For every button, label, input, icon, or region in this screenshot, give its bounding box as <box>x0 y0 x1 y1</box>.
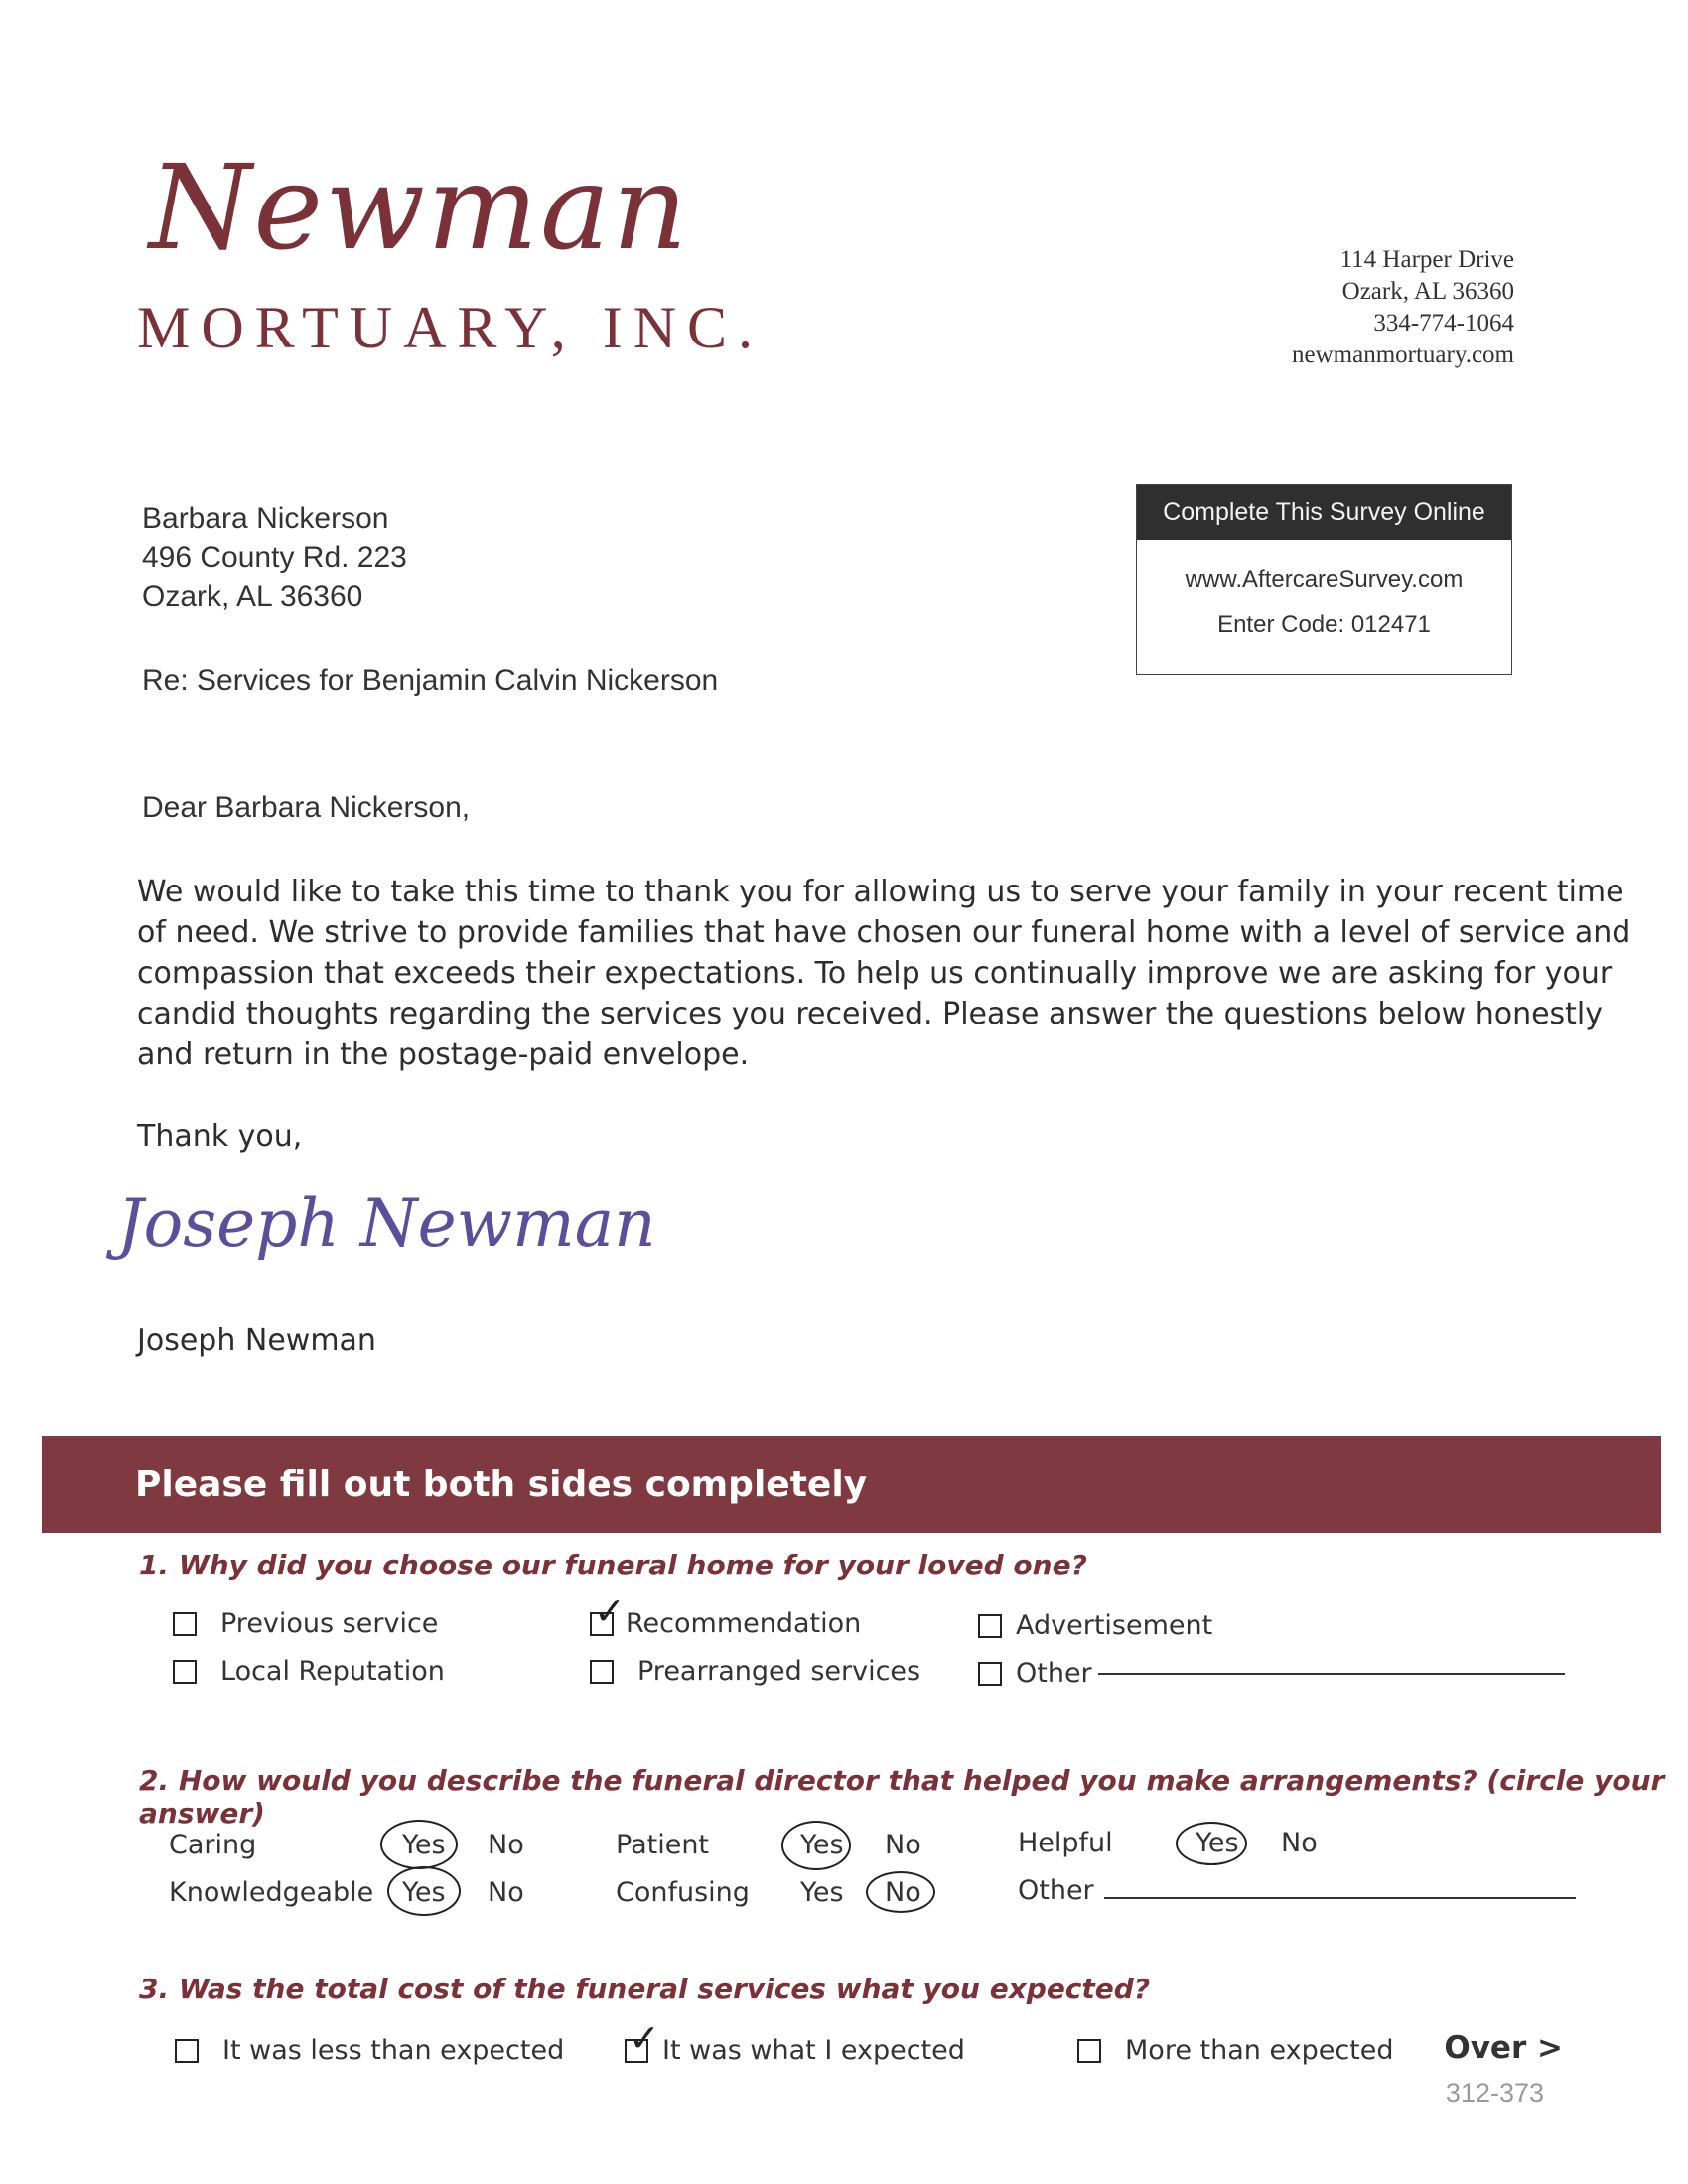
other-fill-line[interactable] <box>1104 1897 1576 1899</box>
confusing-no[interactable]: No <box>885 1877 921 1908</box>
survey-url[interactable]: www.AftercareSurvey.com <box>1185 566 1464 593</box>
circled-answer-mark <box>380 1820 458 1869</box>
recipient-address <box>142 499 407 615</box>
checkbox[interactable] <box>173 1660 197 1684</box>
trait-knowledgeable: Knowledgeable <box>169 1877 374 1908</box>
checkbox[interactable] <box>978 1662 1002 1686</box>
q1-option-previous-service[interactable] <box>173 1608 438 1639</box>
patient-yes[interactable]: Yes <box>800 1830 844 1860</box>
checkmark-icon: ✓ <box>594 1588 626 1633</box>
checkbox[interactable] <box>173 1612 197 1636</box>
option-label: Previous service <box>220 1608 439 1639</box>
address-phone: 334-774-1064 <box>1373 310 1514 337</box>
letter-body-line: and return in the postage-paid envelope. <box>137 1037 750 1072</box>
confusing-yes[interactable]: Yes <box>800 1877 844 1908</box>
helpful-no[interactable]: No <box>1281 1828 1318 1858</box>
closing: Thank you, <box>137 1119 303 1154</box>
option-label: It was less than expected <box>222 2035 565 2066</box>
patient-no[interactable]: No <box>885 1830 921 1860</box>
other-fill-line[interactable] <box>1098 1673 1565 1675</box>
q3-option-less[interactable] <box>175 2035 564 2066</box>
q1-option-local-reputation[interactable] <box>173 1656 445 1687</box>
trait-confusing: Confusing <box>616 1877 750 1908</box>
logo-script: Newman <box>149 139 690 276</box>
trait-patient: Patient <box>616 1830 710 1860</box>
option-label: Advertisement <box>1016 1610 1213 1641</box>
circled-answer-mark <box>1176 1822 1247 1865</box>
handwritten-signature: Joseph Newman <box>117 1185 656 1262</box>
checkbox-checked[interactable] <box>590 1588 626 1636</box>
letter-body-line: of need. We strive to provide families that have chosen our funeral home with a level of service and <box>137 915 1631 950</box>
q1-option-recommendation[interactable] <box>590 1588 862 1639</box>
trait-caring: Caring <box>169 1830 257 1860</box>
recipient-name: Barbara Nickerson <box>142 502 389 535</box>
re-line: Re: Services for Benjamin Calvin Nickerson <box>142 664 719 697</box>
question-2-title: 2. How would you describe the funeral director that helped you make arrangements? (circle your answer) <box>139 1764 1665 1830</box>
recipient-street: 496 County Rd. 223 <box>142 541 407 574</box>
q3-option-expected[interactable] <box>625 2015 965 2066</box>
checkbox[interactable] <box>175 2039 199 2063</box>
letter-body <box>137 872 1631 1075</box>
company-address <box>1292 244 1514 371</box>
option-label: More than expected <box>1125 2035 1394 2066</box>
trait-other-label: Other <box>1018 1875 1094 1906</box>
q1-option-prearranged[interactable] <box>590 1656 920 1687</box>
circled-answer-mark <box>387 1866 461 1916</box>
survey-code: Enter Code: 012471 <box>1217 612 1431 638</box>
trait-helpful: Helpful <box>1018 1828 1113 1858</box>
caring-yes[interactable]: Yes <box>402 1830 446 1860</box>
letter-body-line: compassion that exceeds their expectations. To help us continually improve we are asking for your <box>137 956 1613 991</box>
checkmark-icon: ✓ <box>629 2015 660 2060</box>
question-1-title: 1. Why did you choose our funeral home for your loved one? <box>139 1549 1087 1581</box>
address-street: 114 Harper Drive <box>1339 246 1514 273</box>
option-label: Recommendation <box>626 1608 862 1639</box>
circled-answer-mark <box>866 1871 935 1913</box>
q1-option-other[interactable] <box>978 1658 1565 1689</box>
circled-answer-mark <box>781 1821 851 1870</box>
question-3-title: 3. Was the total cost of the funeral services what you expected? <box>139 1973 1151 2005</box>
checkbox[interactable] <box>1077 2039 1101 2063</box>
q1-option-advertisement[interactable] <box>978 1610 1212 1641</box>
address-city: Ozark, AL 36360 <box>1341 278 1514 305</box>
banner-text: Please fill out both sides completely <box>135 1464 868 1505</box>
form-code: 312-373 <box>1445 2078 1544 2108</box>
greeting: Dear Barbara Nickerson, <box>142 791 471 824</box>
letter-body-line: We would like to take this time to thank you for allowing us to serve your family in your recent time <box>137 875 1624 909</box>
logo-subtitle: MORTUARY, INC. <box>137 295 765 360</box>
q3-option-more[interactable] <box>1077 2035 1394 2066</box>
signer-name: Joseph Newman <box>137 1323 376 1358</box>
address-website[interactable]: newmanmortuary.com <box>1292 341 1514 368</box>
caring-no[interactable]: No <box>488 1830 524 1860</box>
checkbox[interactable] <box>590 1660 614 1684</box>
recipient-city: Ozark, AL 36360 <box>142 580 363 613</box>
instruction-banner <box>42 1436 1661 1533</box>
helpful-yes[interactable]: Yes <box>1196 1828 1239 1858</box>
checkbox[interactable] <box>978 1614 1002 1638</box>
online-survey-heading: Complete This Survey Online <box>1137 485 1511 540</box>
option-label: Prearranged services <box>637 1656 921 1687</box>
option-label: It was what I expected <box>662 2035 965 2066</box>
knowledgeable-yes[interactable]: Yes <box>402 1877 446 1908</box>
option-label: Local Reputation <box>220 1656 445 1687</box>
online-survey-box <box>1136 484 1512 675</box>
option-label: Other <box>1016 1658 1092 1689</box>
over-indicator: Over > <box>1444 2030 1563 2066</box>
knowledgeable-no[interactable]: No <box>488 1877 524 1908</box>
checkbox-checked[interactable] <box>625 2015 660 2063</box>
letter-body-line: candid thoughts regarding the services you received. Please answer the questions below honestly <box>137 997 1604 1031</box>
trait-other[interactable] <box>1018 1875 1576 1906</box>
